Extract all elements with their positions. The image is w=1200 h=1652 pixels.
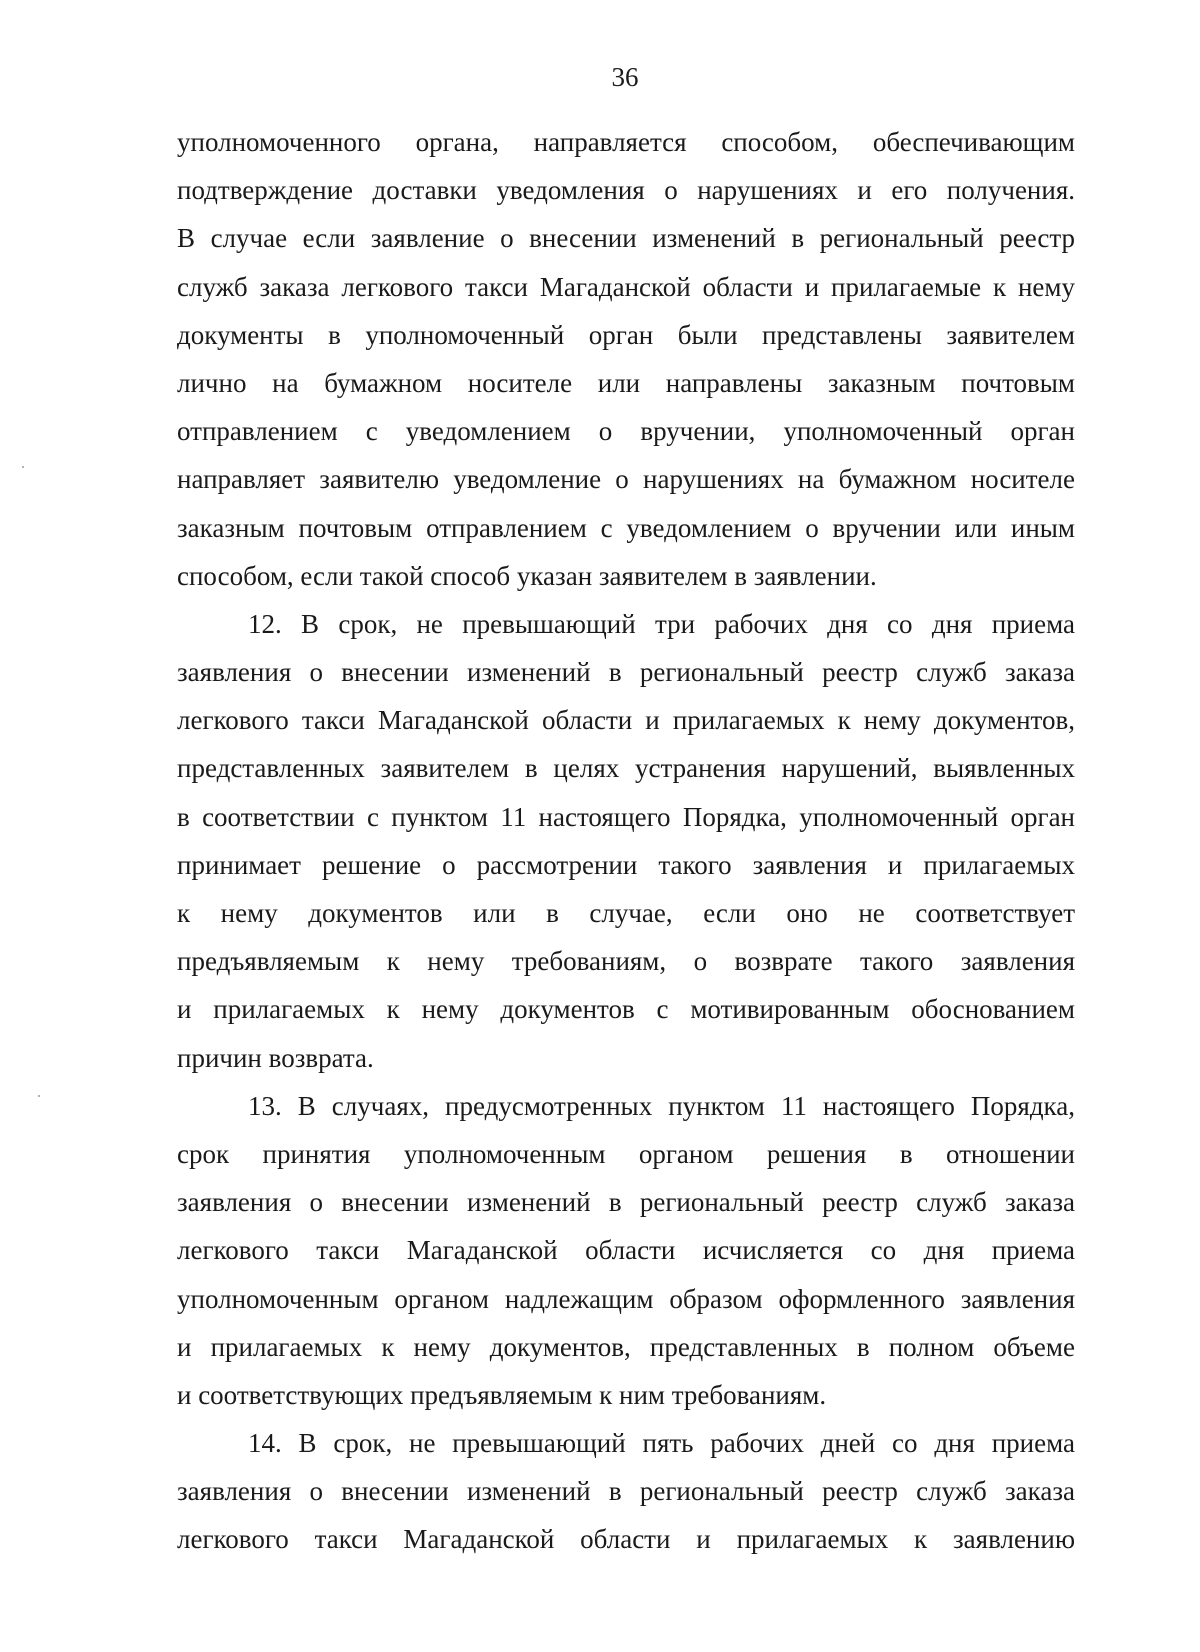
text-line: документы в уполномоченный орган были представлены заявителем: [177, 319, 1075, 350]
text-line: служб заказа легкового такси Магаданской области и прилагаемые к нему: [177, 271, 1075, 302]
text-line: легкового такси Магаданской области и прилагаемых к заявлению: [177, 1524, 1075, 1555]
text-line: способом, если такой способ указан заявителем в заявлении.: [177, 560, 877, 591]
text-line: заявления о внесении изменений в региональный реестр служб заказа: [177, 1187, 1075, 1218]
text-line: к нему документов или в случае, если оно не соответствует: [177, 898, 1075, 928]
scan-speck: [22, 466, 24, 468]
text-line: направляет заявителю уведомление о нарушениях на бумажном носителе: [177, 464, 1075, 495]
text-line: уполномоченным органом надлежащим образом оформленного заявления: [177, 1283, 1075, 1314]
text-line: в соответствии с пунктом 11 настоящего Порядка, уполномоченный орган: [177, 801, 1075, 832]
text-line: отправлением с уведомлением о вручении, уполномоченный орган: [177, 416, 1075, 447]
scan-speck: [38, 1095, 40, 1097]
text-line: предъявляемым к нему требованиям, о возврате такого заявления: [177, 946, 1075, 977]
text-line: заявления о внесении изменений в региональный реестр служб заказа: [177, 1476, 1075, 1507]
page-number: 36: [611, 62, 639, 92]
text-line: и прилагаемых к нему документов, представленных в полном объеме: [177, 1331, 1075, 1362]
paragraph-12-first-line: 12. В срок, не превышающий три рабочих дня со дня приема: [248, 608, 1075, 639]
text-line: принимает решение о рассмотрении такого заявления и прилагаемых: [177, 849, 1075, 880]
text-line: причин возврата.: [177, 1042, 374, 1073]
text-line: подтверждение доставки уведомления о нарушениях и его получения.: [177, 175, 1075, 206]
text-line: легкового такси Магаданской области исчисляется со дня приема: [177, 1235, 1075, 1266]
text-line: уполномоченного органа, направляется способом, обеспечивающим: [177, 127, 1075, 157]
text-line: и соответствующих предъявляемым к ним требованиям.: [177, 1379, 827, 1410]
document-body: [177, 118, 1075, 1564]
text-line: представленных заявителем в целях устранения нарушений, выявленных: [177, 753, 1075, 784]
text-line: и прилагаемых к нему документов с мотивированным обоснованием: [177, 994, 1075, 1025]
text-line: В случае если заявление о внесении изменений в региональный реестр: [177, 223, 1075, 254]
text-line: легкового такси Магаданской области и прилагаемых к нему документов,: [177, 705, 1075, 736]
text-line: заказным почтовым отправлением с уведомлением о вручении или иным: [177, 512, 1075, 543]
paragraph-14-first-line: 14. В срок, не превышающий пять рабочих дней со дня приема: [248, 1428, 1075, 1459]
text-line: заявления о внесении изменений в региональный реестр служб заказа: [177, 657, 1075, 688]
text-line: срок принятия уполномоченным органом решения в отношении: [177, 1138, 1075, 1169]
paragraph-13-first-line: 13. В случаях, предусмотренных пунктом 11 настоящего Порядка,: [248, 1090, 1075, 1121]
text-line: лично на бумажном носителе или направлены заказным почтовым: [177, 367, 1075, 398]
